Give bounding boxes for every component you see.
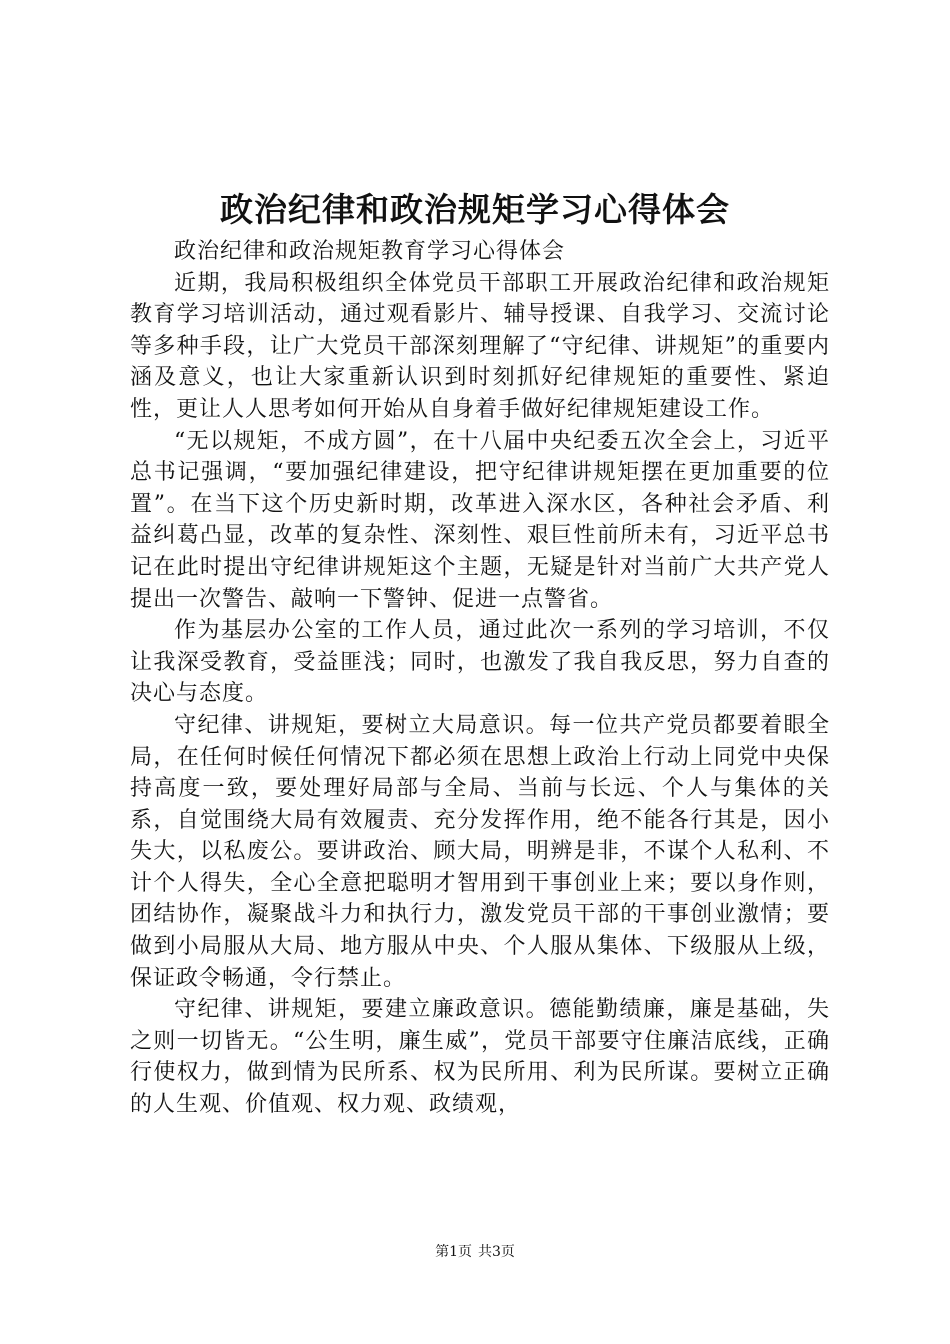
page-footer [0,1242,950,1262]
body-paragraph: 守纪律、讲规矩，要树立大局意识。每一位共产党员都要着眼全局，在任何时候任何情况下都必须在思想上政治上行动上同党中央保持高度一致，要处理好局部与全局、当前与长远、个人与集体的关系，自觉围绕大局有效履责、充分发挥作用，绝不能各行其是，因小失大，以私废公。要讲政治、顾大局，明辨是非，不谋个人私利、不计个人得失，全心全意把聪明才智用到干事创业上来；要以身作则，团结协作，凝聚战斗力和执行力，激发党员干部的干事创业激情；要做到小局服从大局、地方服从中央、个人服从集体、下级服从上级，保证政令畅通，令行禁止。 [130,712,830,991]
document-body [130,236,830,1121]
subtitle-paragraph: 政治纪律和政治规矩教育学习心得体会 [174,239,566,264]
body-paragraph: 守纪律、讲规矩，要建立廉政意识。德能勤绩廉，廉是基础，失之则一切皆无。“公生明，廉生威”，党员干部要守住廉洁底线，正确行使权力，做到情为民所系、权为民所用、利为民所谋。要树立正确的人生观、价值观、权力观、政绩观， [130,997,830,1118]
document-title: 政治纪律和政治规矩学习心得体会 [220,190,730,229]
page-number: 第1页 [435,1244,472,1260]
body-paragraph: 作为基层办公室的工作人员，通过此次一系列的学习培训，不仅让我深受教育，受益匪浅；同时，也激发了我自我反思，努力自查的决心与态度。 [130,618,830,707]
body-paragraph: 近期，我局积极组织全体党员干部职工开展政治纪律和政治规矩教育学习培训活动，通过观看影片、辅导授课、自我学习、交流讨论等多种手段，让广大党员干部深刻理解了“守纪律、讲规矩”的重要内涵及意义，也让大家重新认识到时刻抓好纪律规矩的重要性、紧迫性，更让人人思考如何开始从自身着手做好纪律规矩建设工作。 [130,270,830,422]
page-count: 共3页 [478,1244,515,1260]
body-paragraph: “无以规矩，不成方圆”，在十八届中央纪委五次全会上，习近平总书记强调，“要加强纪律建设，把守纪律讲规矩摆在更加重要的位置”。在当下这个历史新时期，改革进入深水区，各种社会矛盾、利益纠葛凸显，改革的复杂性、深刻性、艰巨性前所未有，习近平总书记在此时提出守纪律讲规矩这个主题，无疑是针对当前广大共产党人提出一次警告、敲响一下警钟、促进一点警省。 [130,428,830,612]
